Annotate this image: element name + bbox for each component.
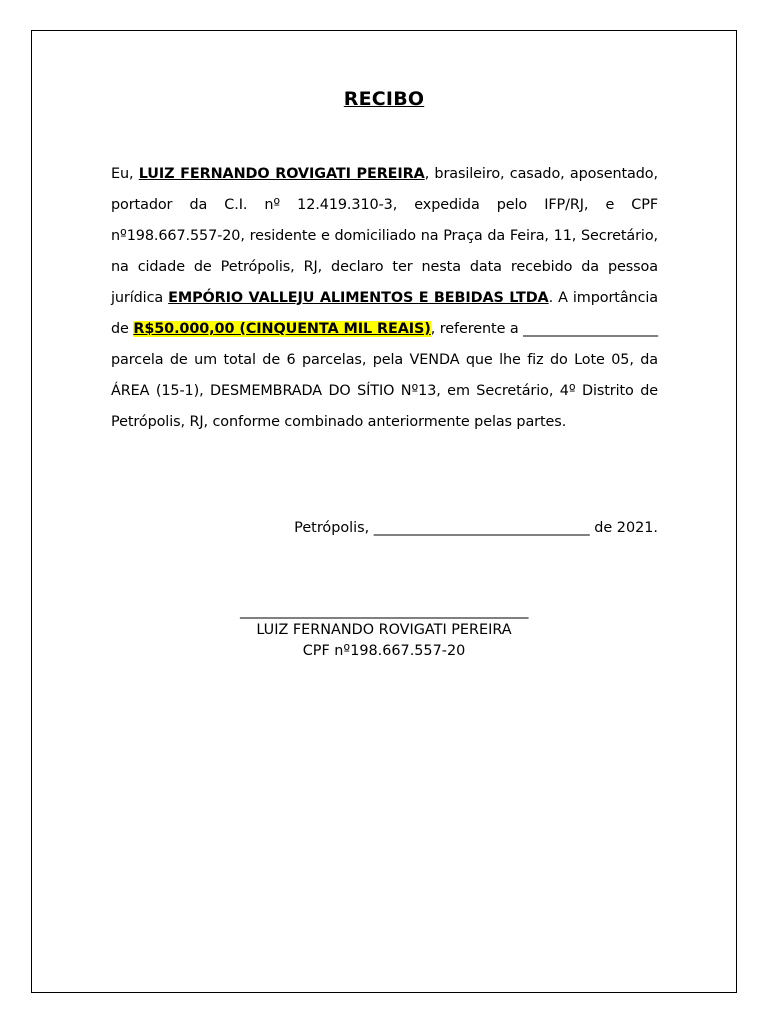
document-title: RECIBO	[343, 88, 425, 110]
signatory-name: LUIZ FERNANDO ROVIGATI PEREIRA	[256, 622, 512, 638]
signatory-cpf: CPF nº198.667.557-20	[302, 643, 466, 659]
paragraph-text-identification: , brasileiro, casado, aposentado, portador da C.I. nº 12.419.310-3, expedida pelo IFP/RJ, e CPF nº198.667.557-20, residente e domiciliado na Praça da Feira, 11, Secretário, na cidade de Petrópolis, RJ, declaro ter nesta data recebido da pessoa jurídica	[111, 166, 658, 306]
paragraph-text-amount-intro: . A importância de	[111, 290, 658, 337]
payer-name: LUIZ FERNANDO ROVIGATI PEREIRA	[138, 166, 425, 182]
date-line: Petrópolis, ______________________________ de 2021.	[294, 520, 658, 536]
signature-line: ___________________________________________	[240, 603, 528, 619]
company-name: EMPÓRIO VALLEJU ALIMENTOS E BEBIDAS LTDA	[168, 290, 549, 306]
signature-block	[0, 602, 768, 662]
paragraph-text-intro: Eu,	[111, 166, 139, 182]
paragraph-text-details: , referente a ___________________ parcela de um total de 6 parcelas, pela VENDA que lhe fiz do Lote 05, da ÁREA (15-1), DESMEMBRADA DO SÍTIO Nº13, em Secretário, 4º Distrito de Petrópolis, RJ, conforme combinado anteriormente pelas partes.	[111, 321, 658, 430]
amount-highlight: R$50.000,00 (CINQUENTA MIL REAIS)	[133, 321, 431, 337]
receipt-paragraph	[111, 159, 658, 438]
